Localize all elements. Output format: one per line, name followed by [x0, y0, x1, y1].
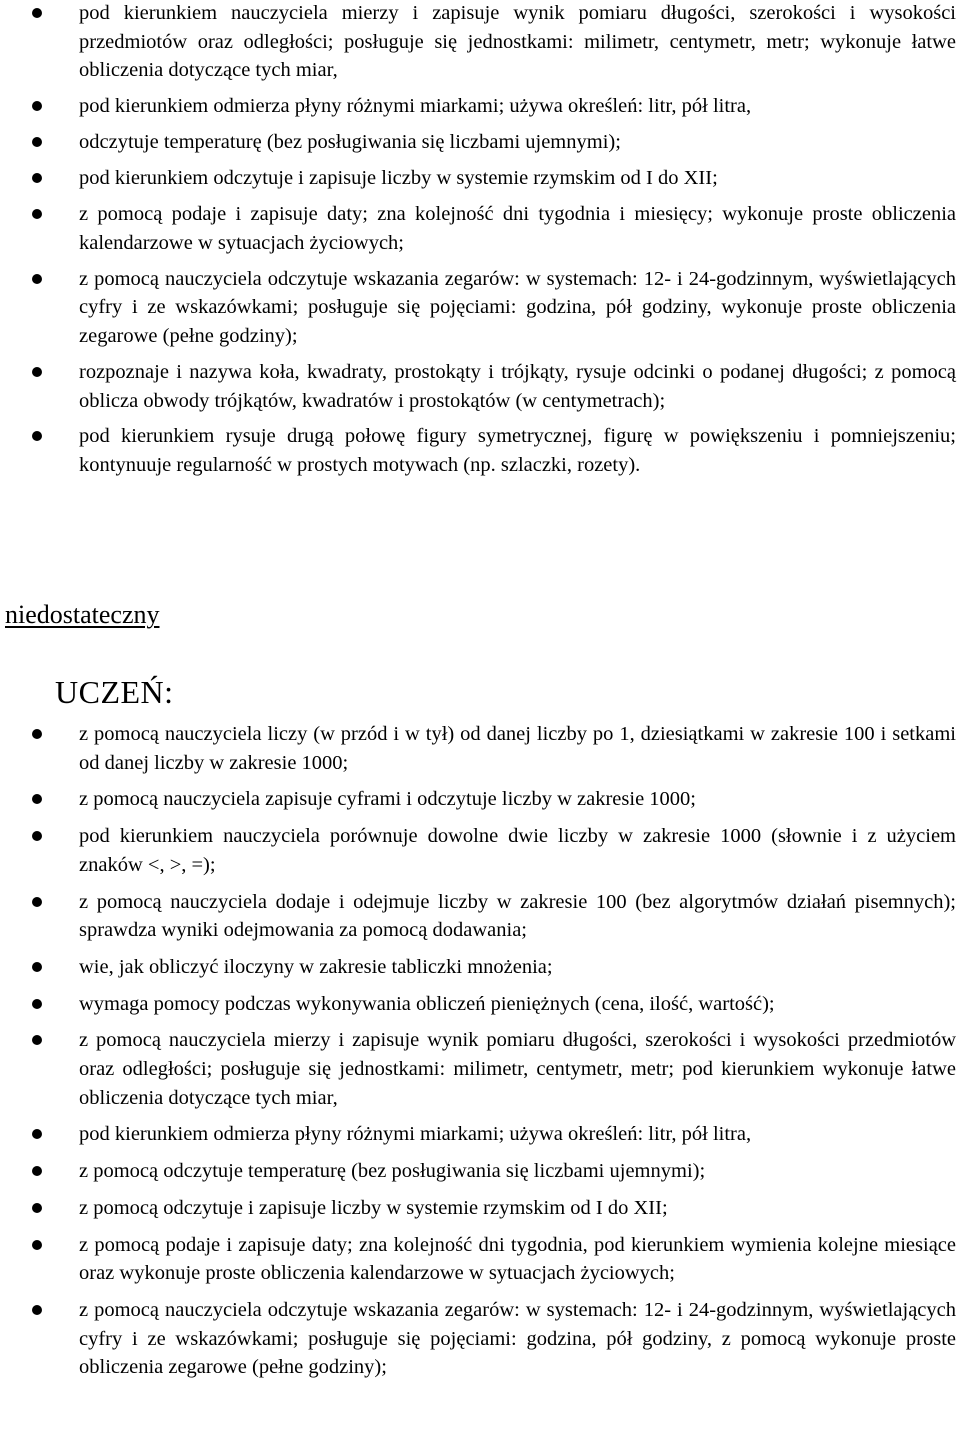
list-item [0, 1157, 960, 1186]
bullet-icon [32, 274, 42, 284]
list-item-text: z pomocą nauczyciela mierzy i zapisuje wynik pomiaru długości, szerokości i wysokości przedmiotów oraz odległości; posługuje się jednostkami: milimetr, centymetr, metr; pod kierunkiem wykonuje łatwe obliczenia dotyczące tych miar, [79, 1029, 956, 1109]
bullet-icon [32, 897, 42, 907]
list-item [0, 990, 960, 1019]
list-item [0, 953, 960, 982]
bullet-icon [32, 1035, 42, 1045]
grade-title: niedostateczny [5, 600, 160, 629]
list-item-text: pod kierunkiem odmierza płyny różnymi miarkami; używa określeń: litr, pół litra, [79, 95, 752, 118]
list-item-text: z pomocą odczytuje i zapisuje liczby w systemie rzymskim od I do XII; [79, 1196, 668, 1219]
list-item [0, 128, 960, 157]
list-item [0, 1194, 960, 1223]
bullet-icon [32, 1203, 42, 1213]
list-item [0, 265, 960, 351]
bullet-icon [32, 962, 42, 972]
list-item [0, 1026, 960, 1112]
bullet-icon [32, 101, 42, 111]
list-item-text: pod kierunkiem nauczyciela porównuje dowolne dwie liczby w zakresie 1000 (słownie i z użyciem znaków <, >, =); [79, 825, 956, 876]
list-item [0, 422, 960, 479]
list-item-text: pod kierunkiem odczytuje i zapisuje liczby w systemie rzymskim od I do XII; [79, 167, 718, 190]
list-item-text: z pomocą nauczyciela zapisuje cyframi i odczytuje liczby w zakresie 1000; [79, 788, 697, 811]
list-item [0, 358, 960, 415]
list-item-text: z pomocą nauczyciela odczytuje wskazania zegarów: w systemach: 12- i 24-godzinnym, wyświetlających cyfry i ze wskazówkami; posługuje się pojęciami: godzina, pół godziny, z pomocą wykonuje proste obliczenia zegarowe (pełne godziny); [79, 1298, 956, 1379]
list-item-text: z pomocą nauczyciela dodaje i odejmuje liczby w zakresie 100 (bez algorytmów działań pisemnych); sprawdza wyniki odejmowania za pomocą dodawania; [79, 890, 956, 942]
list-item-text: pod kierunkiem odmierza płyny różnymi miarkami; używa określeń: litr, pół litra, [79, 1123, 752, 1146]
list-item [0, 1296, 960, 1382]
bullet-icon [32, 1166, 42, 1176]
list-item [0, 164, 960, 193]
list-item-text: pod kierunkiem rysuje drugą połowę figury symetrycznej, figurę w powiększeniu i pomniejszeniu; kontynuuje regularność w prostych motywach (np. szlaczki, rozety). [79, 425, 956, 477]
bullet-icon [32, 8, 42, 18]
bullet-icon [32, 1240, 42, 1250]
requirements-list-top [0, 0, 960, 487]
list-item [0, 888, 960, 945]
bullet-icon [32, 209, 42, 219]
list-item-text: z pomocą odczytuje temperaturę (bez posługiwania się liczbami ujemnymi); [79, 1160, 706, 1183]
list-item-text: z pomocą podaje i zapisuje daty; zna kolejność dni tygodnia i miesięcy; wykonuje proste obliczenia kalendarzowe w sytuacjach życiowych; [79, 202, 956, 254]
bullet-icon [32, 831, 42, 841]
list-item-text: rozpoznaje i nazywa koła, kwadraty, prostokąty i trójkąty, rysuje odcinki o podanej długości; z pomocą oblicza obwody trójkątów, kwadratów i prostokątów (w centymetrach); [79, 360, 956, 412]
list-item [0, 92, 960, 121]
list-item-text: z pomocą nauczyciela liczy (w przód i w tył) od danej liczby po 1, dziesiątkami w zakresie 100 i setkami od danej liczby w zakresie 1000; [79, 723, 956, 774]
list-item [0, 0, 960, 85]
bullet-icon [32, 729, 42, 739]
list-item [0, 720, 960, 777]
bullet-icon [32, 367, 42, 377]
list-item-text: z pomocą nauczyciela odczytuje wskazania zegarów: w systemach: 12- i 24-godzinnym, wyświetlających cyfry i ze wskazówkami; posługuje się pojęciami: godzina, pół godziny, wykonuje proste obliczenia zegarowe (pełne godziny); [79, 267, 956, 347]
bullet-icon [32, 431, 42, 441]
list-item [0, 785, 960, 814]
list-item [0, 1231, 960, 1288]
list-item-text: wie, jak obliczyć iloczyny w zakresie tabliczki mnożenia; [79, 955, 553, 978]
list-item-text: odczytuje temperaturę (bez posługiwania się liczbami ujemnymi); [79, 131, 621, 154]
list-item-text: z pomocą podaje i zapisuje daty; zna kolejność dni tygodnia, pod kierunkiem wymienia kolejne miesiące oraz wykonuje proste obliczenia kalendarzowe w sytuacjach życiowych; [79, 1233, 956, 1285]
list-item [0, 200, 960, 257]
bullet-icon [32, 999, 42, 1009]
list-item [0, 1120, 960, 1149]
bullet-icon [32, 794, 42, 804]
bullet-icon [32, 173, 42, 183]
list-item-text: wymaga pomocy podczas wykonywania obliczeń pieniężnych (cena, ilość, wartość); [79, 992, 775, 1015]
student-label: UCZEŃ: [55, 674, 174, 710]
bullet-icon [32, 137, 42, 147]
bullet-icon [32, 1305, 42, 1315]
list-item-text: pod kierunkiem nauczyciela mierzy i zapisuje wynik pomiaru długości, szerokości i wysokości przedmiotów oraz odległości; posługuje się jednostkami: milimetr, centymetr, metr; wykonuje łatwe obliczenia dotyczące tych miar, [79, 2, 956, 82]
list-item [0, 822, 960, 879]
bullet-icon [32, 1129, 42, 1139]
requirements-list-bottom [0, 720, 960, 1390]
